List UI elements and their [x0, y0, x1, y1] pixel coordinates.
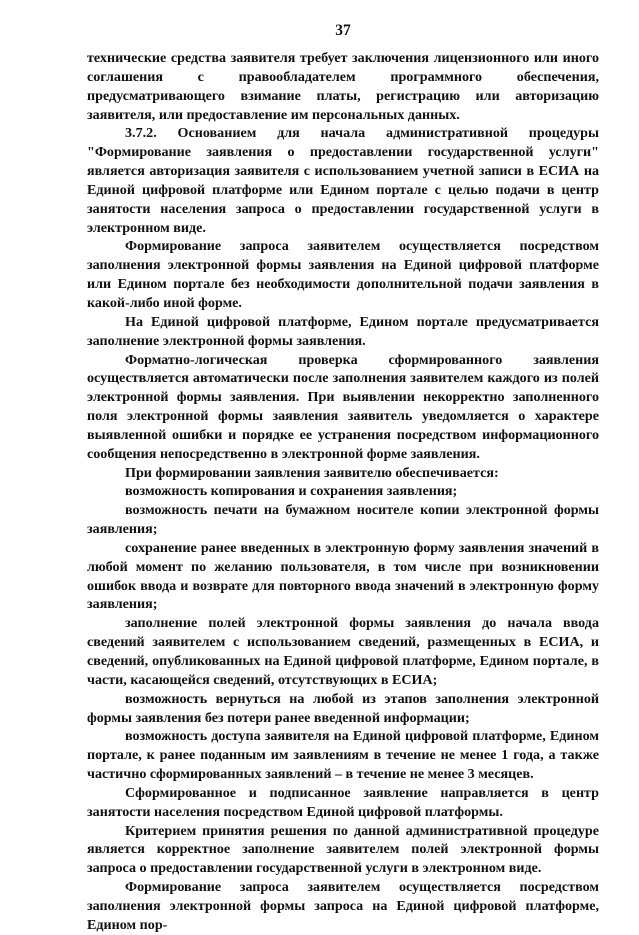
paragraph: При формировании заявления заявителю обеспечивается:	[125, 464, 499, 481]
list-item: возможность печати на бумажном носителе копии электронной формы заявления;	[87, 502, 599, 538]
document-body	[87, 49, 599, 935]
page-number: 37	[335, 22, 351, 39]
paragraph: Формирование запроса заявителем осуществляется посредством заполнения электронной формы запроса на Единой цифровой платформе, Едином пор-	[87, 879, 599, 933]
paragraph: Формирование запроса заявителем осуществляется посредством заполнения электронной формы заявления на Единой цифровой платформе или Едином портале без необходимости дополнительной подачи заявления в какой-либо иной форме.	[87, 238, 599, 311]
paragraph: На Единой цифровой платформе, Едином портале предусматривается заполнение электронной формы заявления.	[87, 313, 599, 349]
paragraph: Сформированное и подписанное заявление направляется в центр занятости населения посредством Единой цифровой платформы.	[87, 784, 599, 820]
paragraph-continuation: технические средства заявителя требует заключения лицензионного или иного соглашения с правообладателем программного обеспечения, предусматривающего взимание платы, регистрацию или авторизацию заявителя, или предоставление им персональных данных.	[87, 50, 599, 123]
paragraph: Форматно-логическая проверка сформированного заявления осуществляется автоматически после заполнения заявителем каждого из полей электронной формы заявления. При выявлении некорректно заполненного поля электронной формы заявления заявитель уведомляется о характере выявленной ошибки и порядке ее устранения посредством информационного сообщения непосредственно в электронной форме заявления.	[87, 351, 599, 462]
paragraph: Критерием принятия решения по данной административной процедуре является корректное заполнение заявителем полей электронной формы запроса о предоставлении государственной услуги в электронном виде.	[87, 822, 599, 877]
list-item: возможность копирования и сохранения заявления;	[125, 483, 458, 500]
paragraph-3-7-2: 3.7.2. Основанием для начала административной процедуры "Формирование заявления о предоставлении государственной услуги" является авторизация заявителя с использованием учетной записи в ЕСИА на Единой цифровой платформе или Едином портале с целью подачи в центр занятости населения запроса о предоставлении государственной услуги в электронном виде.	[87, 125, 599, 236]
list-item: возможность доступа заявителя на Единой цифровой платформе, Едином портале, к ранее поданным им заявлениям в течение не менее 1 года, а также частично сформированных заявлений – в течение не менее 3 месяцев.	[87, 728, 599, 783]
list-item: сохранение ранее введенных в электронную форму заявления значений в любой момент по желанию пользователя, в том числе при возникновении ошибок ввода и возврате для повторного ввода значений в электронную форму заявления;	[87, 539, 599, 613]
list-item: возможность вернуться на любой из этапов заполнения электронной формы заявления без потери ранее введенной информации;	[87, 690, 599, 726]
list-item: заполнение полей электронной формы заявления до начала ввода сведений заявителем с использованием сведений, размещенных в ЕСИА, и сведений, опубликованных на Единой цифровой платформе, Едином портале, в части, касающейся сведений, отсутствующих в ЕСИА;	[87, 615, 599, 688]
